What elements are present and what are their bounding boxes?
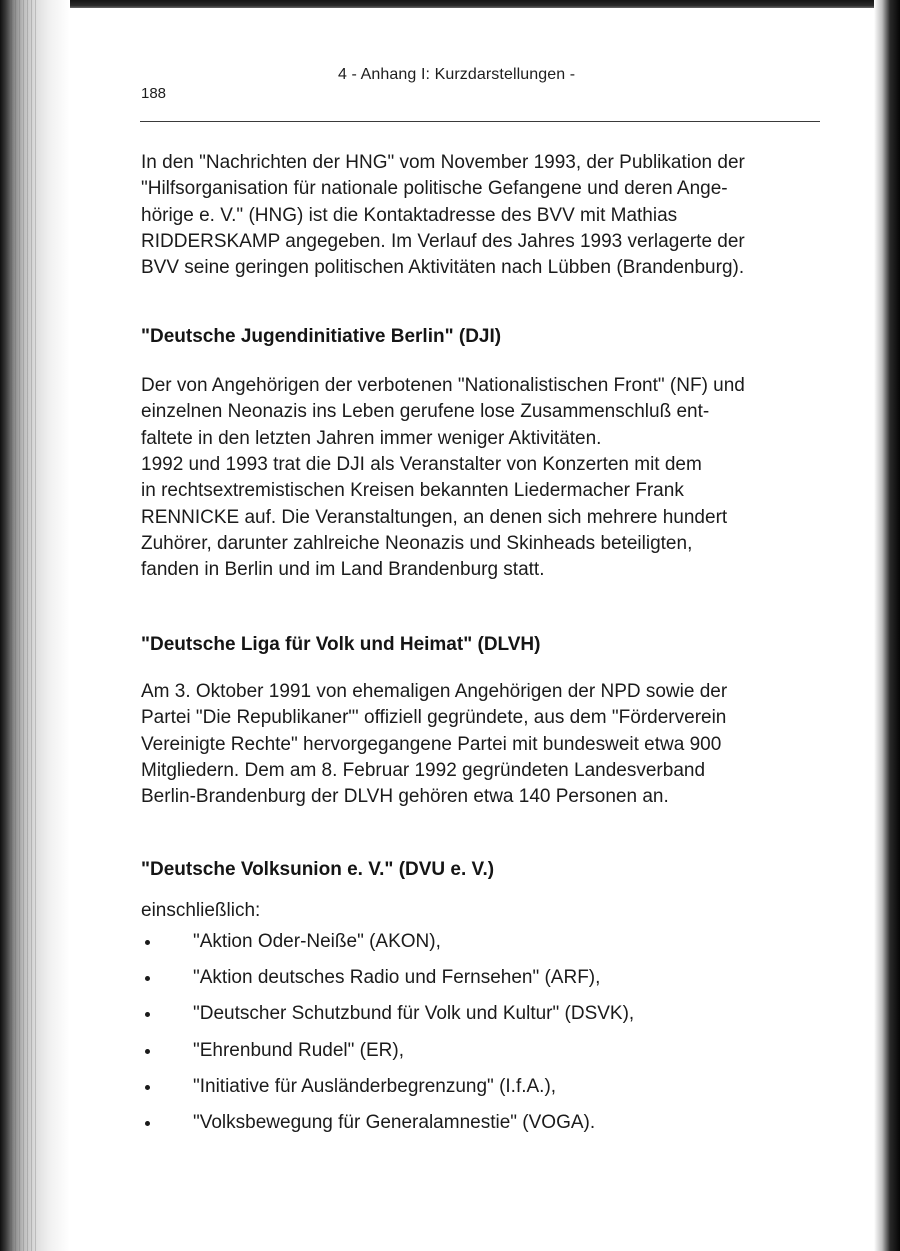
text-line: Am 3. Oktober 1991 von ehemaligen Angehörigen der NPD sowie der <box>141 681 728 702</box>
text-line: RIDDERSKAMP angegeben. Im Verlauf des Jahres 1993 verlagerte der <box>141 230 745 252</box>
list-item-text: "Initiative für Ausländerbegrenzung" (I.f.A.), <box>193 1075 557 1097</box>
binding-page-edges <box>8 0 38 1251</box>
section-heading-dvu: "Deutsche Volksunion e. V." (DVU e. V.) <box>141 859 495 880</box>
intro-paragraph <box>141 150 818 281</box>
scan-right-edge <box>874 0 900 1251</box>
text-line: RENNICKE auf. Die Veranstaltungen, an denen sich mehrere hundert <box>141 506 728 528</box>
list-item-text: "Volksbewegung für Generalamnestie" (VOGA). <box>193 1111 596 1133</box>
page-number: 188 <box>141 85 167 102</box>
list-item-text: "Aktion Oder-Neiße" (AKON), <box>193 931 441 952</box>
running-head: 4 - Anhang I: Kurzdarstellungen - <box>338 66 576 83</box>
text-line: In den "Nachrichten der HNG" vom November 1993, der Publikation der <box>141 152 745 173</box>
text-line: 1992 und 1993 trat die DJI als Veranstalter von Konzerten mit dem <box>141 454 702 475</box>
scan-top-edge <box>0 0 900 8</box>
text-line: Zuhörer, darunter zahlreiche Neonazis und Skinheads beteiligten, <box>141 532 693 554</box>
header-rule <box>140 121 820 122</box>
list-item <box>141 967 821 1003</box>
list-item-text: "Deutscher Schutzbund für Volk und Kultur" (DSVK), <box>193 1003 635 1025</box>
text-line: fanden in Berlin und im Land Brandenburg statt. <box>141 559 545 581</box>
list-item <box>141 1076 821 1112</box>
list-item <box>141 1003 821 1039</box>
text-line: "Hilfsorganisation für nationale politische Gefangene und deren Ange- <box>141 178 728 200</box>
list-item-text: "Aktion deutsches Radio und Fernsehen" (ARF), <box>193 967 601 989</box>
bullet-icon <box>145 940 150 945</box>
text-line: faltete in den letzten Jahren immer weniger Aktivitäten. <box>141 427 602 449</box>
text-line: Berlin-Brandenburg der DLVH gehören etwa 140 Personen an. <box>141 786 669 808</box>
dji-paragraph-2 <box>141 452 818 583</box>
text-line: Vereinigte Rechte" hervorgegangene Partei mit bundesweit etwa 900 <box>141 733 722 755</box>
dvu-member-list <box>141 931 821 1148</box>
list-item <box>141 931 821 967</box>
bullet-icon <box>145 1012 150 1017</box>
text-line: Der von Angehörigen der verbotenen "Nationalistischen Front" (NF) und <box>141 375 745 396</box>
bullet-icon <box>145 1085 150 1090</box>
text-line: Mitgliedern. Dem am 8. Februar 1992 gegründeten Landesverband <box>141 759 706 781</box>
section-heading-dlvh: "Deutsche Liga für Volk und Heimat" (DLVH) <box>141 634 541 655</box>
text-line: in rechtsextremistischen Kreisen bekannten Liedermacher Frank <box>141 480 684 502</box>
text-line: BVV seine geringen politischen Aktivitäten nach Lübben (Brandenburg). <box>141 257 745 279</box>
list-item-text: "Ehrenbund Rudel" (ER), <box>193 1039 404 1061</box>
text-line: hörige e. V." (HNG) ist die Kontaktadresse des BVV mit Mathias <box>141 204 678 226</box>
bullet-icon <box>145 1121 150 1126</box>
dlvh-paragraph <box>141 679 818 810</box>
section-heading-dji: "Deutsche Jugendinitiative Berlin" (DJI) <box>141 326 502 347</box>
dji-paragraph-1 <box>141 373 818 452</box>
list-item <box>141 1112 821 1148</box>
bullet-icon <box>145 1049 150 1054</box>
list-item <box>141 1040 821 1076</box>
text-line: einzelnen Neonazis ins Leben gerufene lose Zusammenschluß ent- <box>141 401 710 423</box>
text-line: Partei "Die Republikaner"' offiziell gegründete, aus dem "Förderverein <box>141 707 727 729</box>
dvu-intro: einschließlich: <box>141 900 261 921</box>
bullet-icon <box>145 976 150 981</box>
